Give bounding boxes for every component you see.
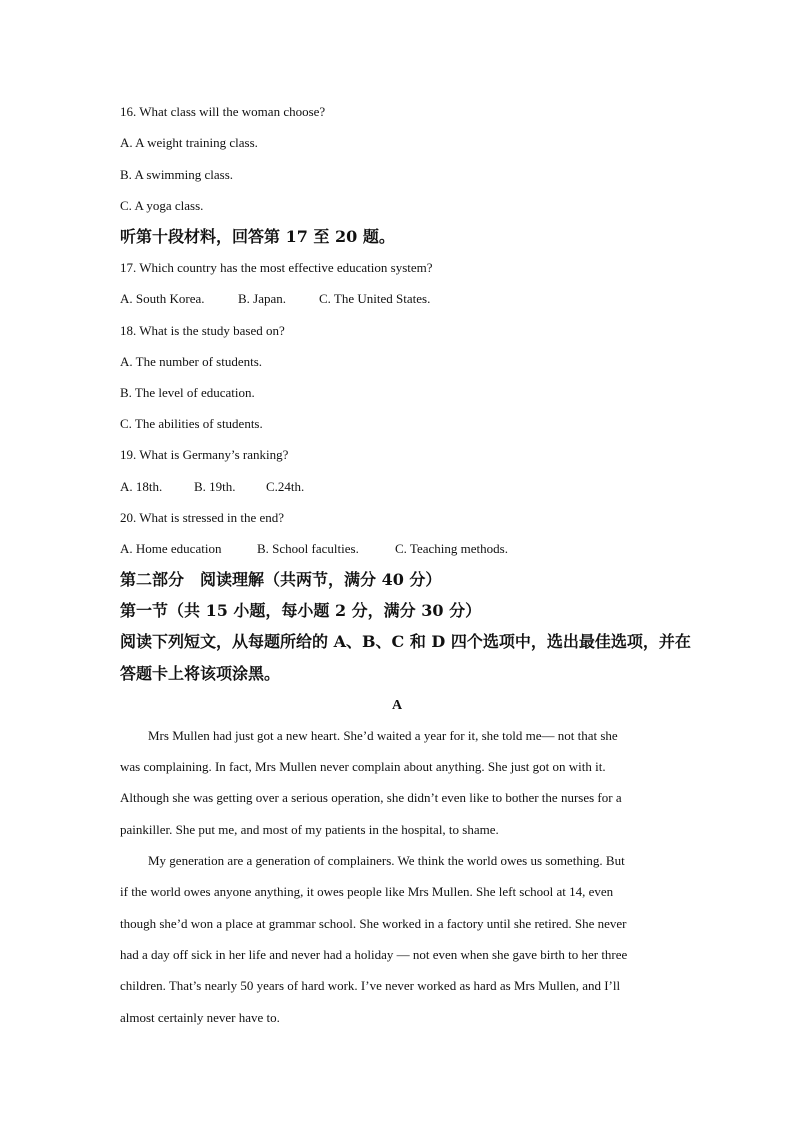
question-18-option-c: C. The abilities of students. [120, 416, 263, 431]
question-19-stem: 19. What is Germany’s ranking? [120, 447, 289, 462]
question-20-option-b: B. School faculties. [257, 541, 359, 556]
passage-line: had a day off sick in her life and never had a holiday — not even when she gave birth to her three [120, 947, 628, 962]
question-17-option-c: C. The United States. [319, 291, 431, 306]
question-16-option-a: A. A weight training class. [120, 135, 258, 150]
question-20-option-c: C. Teaching methods. [395, 541, 508, 556]
question-20-options [120, 541, 680, 557]
question-16-stem: 16. What class will the woman choose? [120, 104, 326, 119]
passage-line: children. That’s nearly 50 years of hard work. I’ve never worked as hard as Mrs Mullen, and I’ll [120, 978, 621, 993]
passage-line: painkiller. She put me, and most of my patients in the hospital, to shame. [120, 822, 499, 837]
part2-title: 第二部分 阅读理解（共两节，满分 40 分） [120, 570, 442, 589]
question-20-option-a: A. Home education [120, 541, 222, 556]
passage-label: A [391, 698, 403, 713]
passage-line: almost certainly never have to. [120, 1010, 280, 1025]
question-17-options [120, 291, 680, 307]
question-20-stem: 20. What is stressed in the end? [120, 510, 285, 525]
question-19-option-c: C.24th. [266, 479, 305, 494]
question-18-stem: 18. What is the study based on? [120, 323, 285, 338]
part2-instruction-line2: 答题卡上将该项涂黑。 [120, 664, 281, 683]
question-19-option-b: B. 19th. [194, 479, 236, 494]
part2-section1-title: 第一节（共 15 小题，每小题 2 分，满分 30 分） [120, 601, 482, 620]
question-17-option-b: B. Japan. [238, 291, 287, 306]
passage-line: though she’d won a place at grammar school. She worked in a factory until she retired. She never [120, 916, 627, 931]
passage-line: was complaining. In fact, Mrs Mullen never complain about anything. She just got on with it. [120, 759, 606, 774]
question-19-option-a: A. 18th. [120, 479, 163, 494]
question-17-stem: 17. Which country has the most effective education system? [120, 260, 433, 275]
part2-instruction-line1: 阅读下列短文，从每题所给的 A、B、C 和 D 四个选项中，选出最佳选项，并在 [120, 632, 691, 651]
question-18-option-a: A. The number of students. [120, 354, 263, 369]
passage-line: My generation are a generation of complainers. We think the world owes us something. But [148, 853, 625, 868]
question-17-option-a: A. South Korea. [120, 291, 205, 306]
question-18-option-b: B. The level of education. [120, 385, 255, 400]
passage-line: Mrs Mullen had just got a new heart. She’d waited a year for it, she told me— not that she [148, 728, 618, 743]
passage-line: Although she was getting over a serious operation, she didn’t even like to bother the nurses for a [120, 790, 622, 805]
question-16-option-b: B. A swimming class. [120, 167, 234, 182]
question-16-option-c: C. A yoga class. [120, 198, 204, 213]
question-19-options [120, 479, 680, 495]
listening-section-heading: 听第十段材料，回答第 17 至 20 题。 [120, 227, 395, 246]
passage-line: if the world owes anyone anything, it owes people like Mrs Mullen. She left school at 14, even [120, 884, 614, 899]
